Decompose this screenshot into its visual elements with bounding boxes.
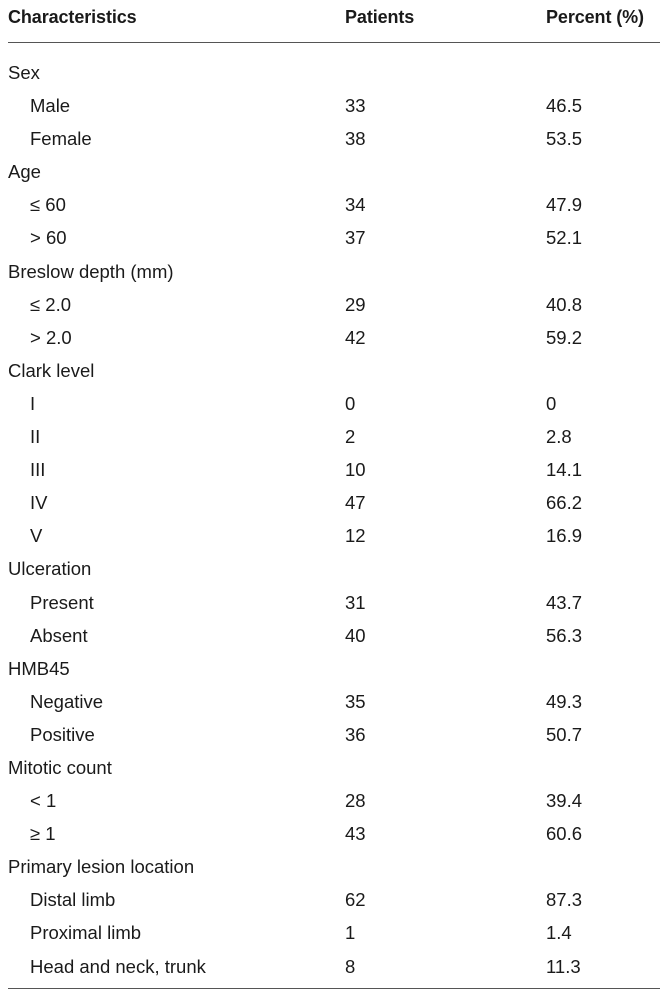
row-label: Distal limb [30, 889, 116, 911]
patients-value: 43 [345, 823, 366, 845]
section-header-row [8, 851, 660, 884]
table-row [8, 322, 660, 355]
row-label: V [30, 525, 43, 547]
section-label: HMB45 [8, 657, 70, 679]
percent-value: 16.9 [546, 525, 583, 547]
patients-value: 37 [345, 227, 366, 249]
header-percent: Percent (%) [546, 7, 644, 27]
row-label: II [30, 426, 41, 448]
patients-value: 40 [345, 624, 366, 646]
header-characteristics: Characteristics [8, 7, 137, 27]
table-body [8, 43, 660, 984]
row-label: Female [30, 128, 92, 150]
section-header-row [8, 156, 660, 189]
percent-value: 50.7 [546, 723, 583, 745]
table-row [8, 884, 660, 917]
table-row [8, 123, 660, 156]
table-row [8, 189, 660, 222]
percent-value: 47.9 [546, 194, 583, 216]
row-label: IV [30, 492, 48, 514]
section-header-row [8, 653, 660, 686]
patients-value: 38 [345, 128, 366, 150]
section-header-row [8, 256, 660, 289]
row-label: Present [30, 591, 94, 613]
percent-value: 40.8 [546, 293, 583, 315]
row-label: > 2.0 [30, 326, 72, 348]
section-label: Sex [8, 62, 40, 83]
row-label: Absent [30, 624, 88, 646]
section-label: Mitotic count [8, 756, 112, 778]
patients-value: 33 [345, 95, 366, 117]
percent-value: 87.3 [546, 889, 583, 911]
patients-value: 2 [345, 426, 356, 448]
patients-value: 35 [345, 690, 366, 712]
section-header-row [8, 57, 660, 90]
patients-value: 36 [345, 723, 366, 745]
row-label: < 1 [30, 790, 57, 812]
row-label: ≤ 60 [30, 194, 66, 216]
characteristics-table [8, 0, 660, 984]
patients-value: 10 [345, 459, 366, 481]
percent-value: 53.5 [546, 128, 583, 150]
table-row [8, 951, 660, 984]
section-label: Ulceration [8, 558, 92, 580]
percent-value: 56.3 [546, 624, 583, 646]
percent-value: 1.4 [546, 922, 572, 944]
table-row [8, 587, 660, 620]
table-row [8, 520, 660, 553]
percent-value: 52.1 [546, 227, 583, 249]
section-header-row [8, 553, 660, 586]
section-header-row [8, 752, 660, 785]
patients-value: 34 [345, 194, 366, 216]
row-label: > 60 [30, 227, 67, 249]
percent-value: 2.8 [546, 426, 572, 448]
patients-value: 62 [345, 889, 366, 911]
patients-value: 29 [345, 293, 366, 315]
patients-value: 1 [345, 922, 356, 944]
table-row [8, 620, 660, 653]
patients-value: 0 [345, 392, 356, 414]
percent-value: 49.3 [546, 690, 583, 712]
percent-value: 46.5 [546, 95, 583, 117]
percent-value: 66.2 [546, 492, 583, 514]
percent-value: 43.7 [546, 591, 583, 613]
table-row [8, 785, 660, 818]
patients-value: 28 [345, 790, 366, 812]
percent-value: 0 [546, 392, 557, 414]
table-row [8, 454, 660, 487]
table-row [8, 818, 660, 851]
table-header [8, 0, 660, 43]
row-label: Head and neck, trunk [30, 955, 206, 977]
table-row [8, 487, 660, 520]
section-label: Age [8, 161, 41, 183]
table-row [8, 719, 660, 752]
section-header-row [8, 355, 660, 388]
percent-value: 11.3 [546, 955, 581, 977]
section-label: Clark level [8, 359, 95, 381]
patients-value: 42 [345, 326, 366, 348]
header-patients: Patients [345, 7, 415, 27]
table-row [8, 90, 660, 123]
row-label: Negative [30, 690, 104, 712]
row-label: Positive [30, 723, 95, 745]
patients-value: 8 [345, 955, 356, 977]
percent-value: 14.1 [546, 459, 583, 481]
row-label: ≥ 1 [30, 823, 56, 845]
table-row [8, 388, 660, 421]
row-label: Male [30, 95, 71, 117]
table-row [8, 289, 660, 322]
table-row [8, 686, 660, 719]
table-row [8, 917, 660, 950]
percent-value: 39.4 [546, 790, 583, 812]
row-label: I [30, 392, 36, 414]
table-row [8, 421, 660, 454]
row-label: ≤ 2.0 [30, 293, 72, 315]
row-label: III [30, 459, 46, 481]
table-row [8, 222, 660, 255]
patients-value: 12 [345, 525, 366, 547]
row-label: Proximal limb [30, 922, 142, 944]
patients-value: 31 [345, 591, 366, 613]
percent-value: 59.2 [546, 326, 583, 348]
percent-value: 60.6 [546, 823, 583, 845]
table-bottom-rule [8, 988, 660, 989]
section-label: Primary lesion location [8, 856, 195, 878]
section-label: Breslow depth (mm) [8, 260, 174, 282]
patients-value: 47 [345, 492, 366, 514]
